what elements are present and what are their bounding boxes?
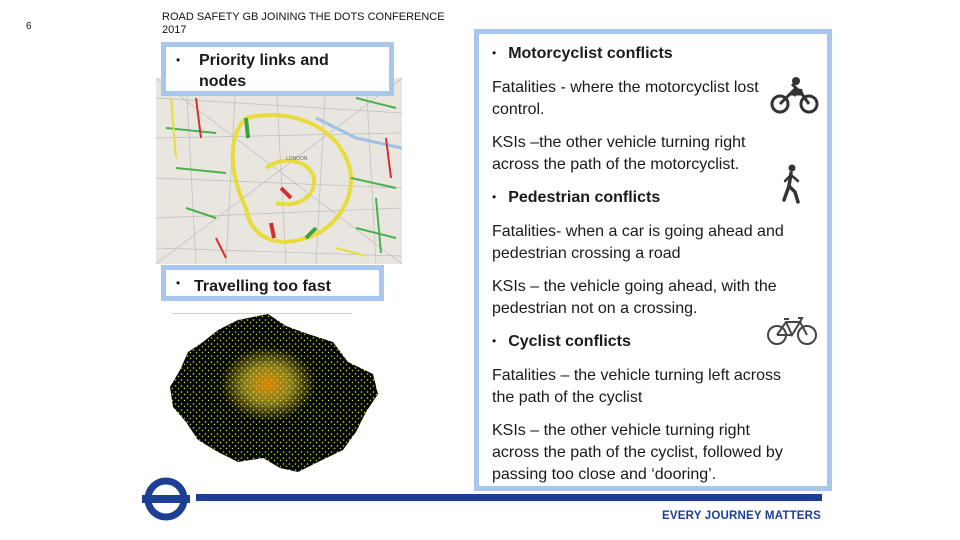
- priority-title-line-2: nodes: [199, 73, 247, 90]
- bicycle-icon: [766, 314, 818, 346]
- motorcyclist-ksi-line-1: KSIs –the other vehicle turning right: [492, 134, 746, 151]
- cyclist-ksi-line-3: passing too close and ‘dooring’.: [492, 466, 717, 483]
- motorcyclist-heading-text: Motorcyclist conflicts: [508, 45, 673, 62]
- pedestrian-fatalities-line-1: Fatalities- when a car is going ahead and: [492, 223, 784, 240]
- bullet-icon: •: [492, 190, 497, 204]
- bullet-icon: •: [492, 334, 497, 348]
- pedestrian-heading: [492, 187, 660, 209]
- bullet-icon: •: [492, 46, 497, 60]
- priority-title-line-1: Priority links and: [199, 52, 329, 69]
- cyclist-heading-text: Cyclist conflicts: [508, 333, 631, 350]
- cyclist-fatalities-line-2: the path of the cyclist: [492, 389, 643, 406]
- cyclist-ksi-line-1: KSIs – the other vehicle turning right: [492, 422, 750, 439]
- footer-tagline: EVERY JOURNEY MATTERS: [662, 510, 822, 522]
- pedestrian-fatalities-line-2: pedestrian crossing a road: [492, 245, 681, 262]
- cyclist-fatalities-line-1: Fatalities – the vehicle turning left across: [492, 367, 782, 384]
- pedestrian-icon: [776, 164, 806, 204]
- pedestrian-ksi-line-2: pedestrian not on a crossing.: [492, 300, 698, 317]
- motorcyclist-fatalities-line-1: Fatalities - where the motorcyclist lost: [492, 79, 759, 96]
- header-title: ROAD SAFETY GB JOINING THE DOTS CONFERENCE 2017: [162, 11, 445, 36]
- priority-links-title: [161, 42, 394, 96]
- cyclist-ksi-line-2: across the path of the cyclist, followed by: [492, 444, 783, 461]
- slide-number: 6: [26, 21, 32, 32]
- cyclist-heading: [492, 331, 631, 353]
- speed-density-map: [168, 312, 380, 474]
- bullet-icon: •: [176, 53, 181, 67]
- footer-bar: [196, 494, 822, 501]
- priority-links-map: [156, 78, 402, 264]
- travelling-too-fast-title: [161, 265, 384, 301]
- motorcycle-icon: [770, 76, 820, 116]
- pedestrian-ksi-line-1: KSIs – the vehicle going ahead, with the: [492, 278, 777, 295]
- bullet-icon: •: [176, 276, 181, 290]
- speed-title: Travelling too fast: [194, 278, 331, 295]
- motorcyclist-fatalities-line-2: control.: [492, 101, 545, 118]
- tfl-roundel-icon: [140, 475, 192, 523]
- motorcyclist-ksi-line-2: across the path of the motorcyclist.: [492, 156, 740, 173]
- motorcyclist-heading: [492, 43, 673, 65]
- map-label: LONDON: [286, 156, 308, 162]
- pedestrian-heading-text: Pedestrian conflicts: [508, 189, 661, 206]
